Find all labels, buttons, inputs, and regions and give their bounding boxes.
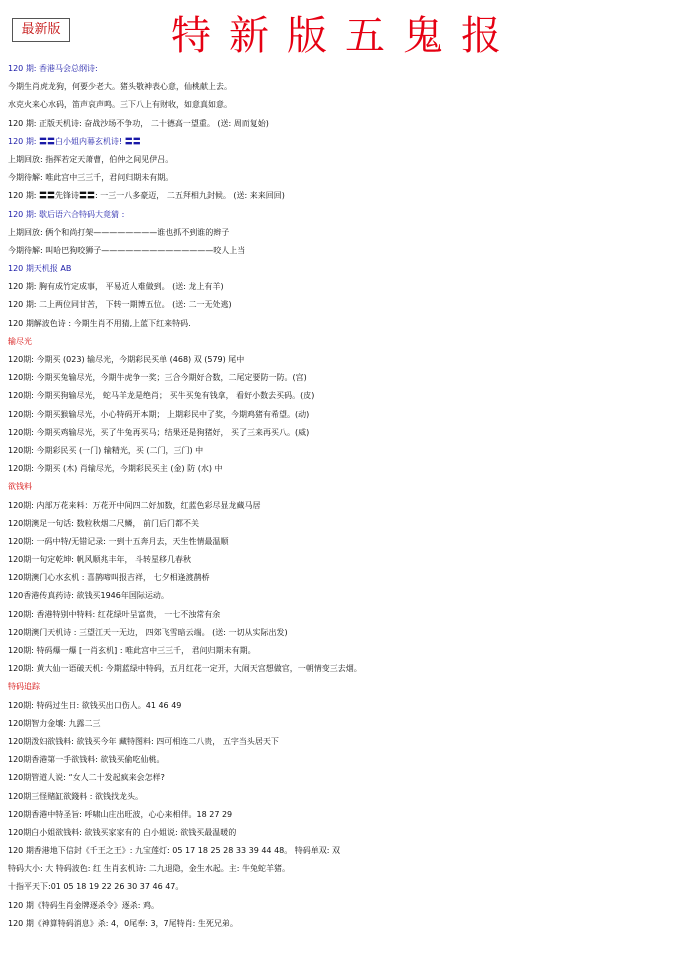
- text-line: 今期待解: 唯此宫中三三千，君问归期未有期。: [8, 173, 174, 183]
- text-line: 120期: 特码过生日: 欲钱买出口伤人。41 46 49: [8, 700, 182, 710]
- text-line: 120期香港第一手欲钱料: 欲钱买偷吃仙桃。: [8, 755, 165, 765]
- text-line: 120期: 今期买猴输尽光，小心特码开本期； 上期彩民中了奖，今期鸡猪有希望。(动): [8, 409, 310, 419]
- content-lines: [8, 60, 688, 933]
- edition-badge: 最新版: [12, 18, 70, 42]
- text-line: 120期: 今期彩民买 (一门) 输精光，买 (二门，三门) 中: [8, 445, 204, 455]
- text-line: 120期: 内部万花来料：万花开中间四二好加数，红蓝色彩尽显龙藏马居: [8, 500, 261, 510]
- text-line: 120期管道人说: “女人二十发起疯来会怎样?: [8, 773, 165, 783]
- section-heading: 输尽光: [8, 336, 32, 346]
- text-line: 120 期: 胸有成竹定成事， 平易近人难做到。 (送: 龙上有羊): [8, 282, 224, 292]
- text-line: 120期: 特码爆一爆 [一肖玄机] : 唯此宫中三三千， 君问归期未有期。: [8, 646, 256, 655]
- section-heading: 欲钱料: [8, 482, 32, 492]
- text-line: 120期: 今期买狗输尽光， 蛇马羊龙是绝肖； 买牛买兔有钱拿， 看好小数去买码。(皮): [8, 391, 315, 401]
- page-title: 特新版五鬼报: [171, 13, 519, 59]
- text-line: 水克火来心水码，笛声哀声鸣。三下八上有财收，如意真如意。: [8, 100, 232, 110]
- text-line: 120期: 黄大仙一语破天机: 今期蓝绿中特码，五月红花一定开，大闹天宫想做官，一朝情变三去烟。: [8, 664, 362, 674]
- text-line: 120期澳门天机诗 : 三望江天一无边， 四郊飞雪暗云端。 (送: 一切从实际出发): [8, 627, 288, 637]
- text-line: 120期智力金壤: 九露二三: [8, 718, 101, 728]
- text-line: 120期: 今期买 (023) 输尽光，今期彩民买单 (468) 双 (579) 尾中: [8, 355, 245, 364]
- text-line: 120 期: 〓〓先锋诗〓〓: 一三一八多豪迈， 二五拜相九封候。 (送: 来来回回): [8, 191, 285, 201]
- text-line: 120 期《神算特码消息》杀: 4，0尾奉: 3，7尾特肖: 生死兄弟。: [8, 918, 238, 928]
- text-line: 120 期香港地下信封《千王之王》: 九宝莲灯: 05 17 18 25 28 33 39 44 48。 特码单双: 双: [8, 846, 341, 856]
- text-line: 120 期: 香港马会总纲诗:: [8, 64, 98, 73]
- text-line: 上期回放: 俩个和尚打架————————谁也抓不到谁的辫子: [8, 227, 230, 237]
- text-line: 120期: 一码中特/无错记录: 一到十五奔月去，天生性情最温顺: [8, 536, 229, 546]
- text-line: 120期三怪赌缸欲錢料 : 欲钱找龙头。: [8, 791, 144, 801]
- text-line: 特码大小: 大 特码波色: 红 生肖玄机诗: 二九退隐，金生水起。主: 牛兔蛇羊猪。: [8, 864, 291, 874]
- text-line: 十指平天下:01 05 18 19 22 26 30 37 46 47。: [8, 882, 184, 892]
- text-line: 120 期: 歇后语六合特码大竟猜 :: [8, 209, 125, 219]
- text-line: 120期澳足一句话: 数粒秋烟二尺鳞， 前门后门都不关: [8, 518, 200, 528]
- text-line: 120期泼妇欲钱料: 欲钱买今年 藏特图料: 四可相连二八贵， 五字当头居天下: [8, 736, 279, 746]
- text-line: 120 期: 正版天机诗: 奋战沙场不争功， 二十德高一望重。 (送: 周而复始): [8, 118, 269, 128]
- text-line: 120 期解波色诗 : 今期生肖不用猜,上蓝下红来特码.: [8, 318, 191, 328]
- text-line: 120期: 今期买 (木) 肖输尽光，今期彩民买主 (金) 防 (水) 中: [8, 464, 223, 474]
- text-line: 120 期: 二上两位同甘苦， 下转一期博五位。 (送: 二一无处逃): [8, 300, 232, 310]
- text-line: 120期香港中特圣旨: 呼啸山庄出旺波，心心来相伴。18 27 29: [8, 809, 233, 819]
- text-line: 120 期《特码生肖金牌逐杀令》逐杀: 鸡。: [8, 900, 160, 910]
- text-line: 120期: 今期买兔输尽光，今期牛虎争一奖；三合今期好合数，二尾定要防一防。(宫): [8, 373, 307, 383]
- text-line: 120香港传真药诗: 欲钱买1946年国际运动。: [8, 591, 169, 601]
- text-line: 今期生肖虎龙狗，何要少老大。猪头敬神表心意，仙桃献上去。: [8, 82, 232, 92]
- text-line: 120 期天机报 AB: [8, 264, 72, 274]
- text-line: 上期回放: 指挥若定天萧曹，伯仲之间见伊吕。: [8, 154, 174, 164]
- text-line: 120期一句定乾坤: 帆风顺兆丰年， 斗转星移几春秋: [8, 555, 192, 565]
- text-line: 120期: 今期买鸡输尽光，买了牛兔再买马；结果还是狗猪好， 买了三来再买八。(威): [8, 427, 310, 437]
- text-line: 120 期: 〓〓白小姐内幕玄机诗! 〓〓: [8, 136, 141, 146]
- text-line: 120期: 香港特别中特料: 红花绿叶呈富贵， 一七不浊常有余: [8, 609, 221, 619]
- section-heading: 特码追踪: [8, 682, 40, 692]
- text-line: 今期待解: 叫哈巴狗咬狮子——————————————咬人上当: [8, 245, 246, 255]
- text-line: 120期澳门心水玄机 : 喜鹊啼叫报吉祥， 七夕相逢渡鹊桥: [8, 573, 210, 583]
- text-line: 120期白小姐欲钱料: 欲钱买家家有的 白小姐说: 欲钱买最温暖的: [8, 827, 237, 837]
